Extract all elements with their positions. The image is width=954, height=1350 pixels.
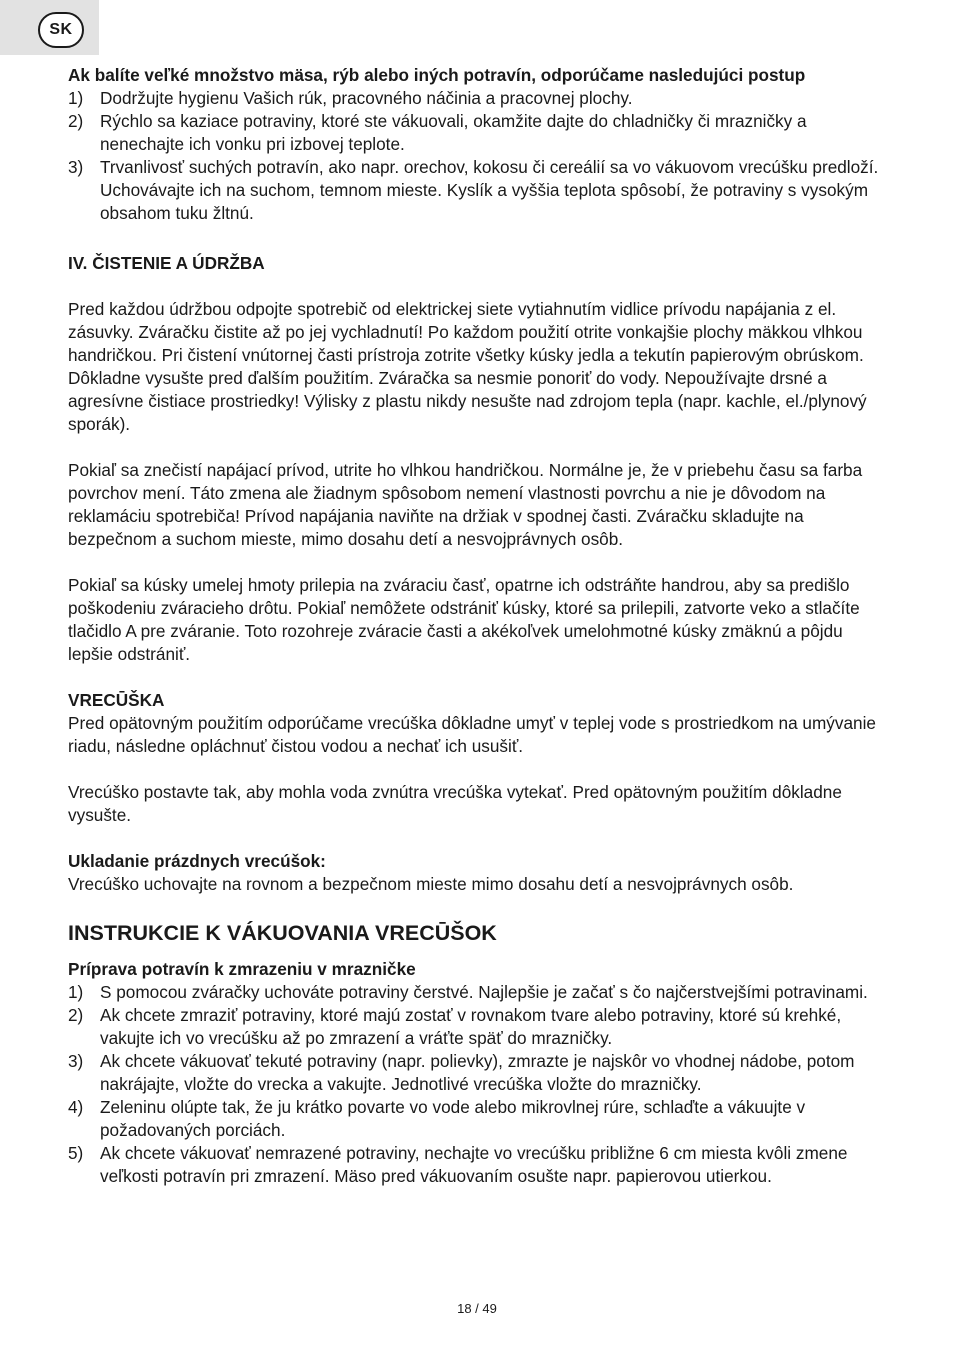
list-item: 1) Dodržujte hygienu Vašich rúk, pracovného náčinia a pracovnej plochy.	[68, 88, 633, 108]
paragraph: Vrecúško uchovajte na rovnom a bezpečnom mieste mimo dosahu detí a nesvojprávnych osôb.	[68, 874, 794, 894]
page-number: 18 / 49	[457, 1301, 497, 1316]
section-heading-instructions: INSTRUKCIE K VÁKUOVANIA VRECŪŠOK	[68, 921, 497, 945]
list-item: 3) Ak chcete vákuovať tekuté potraviny (napr. polievky), zmrazte je najskôr vo vhodnej nádobe, potom nakrájajte, vložte do vrecka a vakujte. Jednotlivé vrecúška vložte do mrazničky.	[68, 1051, 855, 1094]
paragraph: Pokiaľ sa kúsky umelej hmoty prilepia na zváraciu časť, opatrne ich odstráňte handrou, aby sa predišlo poškodeniu zváracieho drôtu. Pokiaľ nemôžete odstrániť kúsky, ktoré sa prilepili, zatvorte veko a stlačíte tlačidlo A pre zváranie. Toto rozohreje zváracie časti a akékoľvek umelohmotné kúsky zmäknú a pôjdu lepšie odstrániť.	[68, 575, 860, 664]
paragraph: Pred každou údržbou odpojte spotrebič od elektrickej siete vytiahnutím vidlice prívodu napájania z el. zásuvky. Zváračku čistite až po jej vychladnutí! Po každom použití otrite vonkajšie plochy mäkkou vlhkou handričkou. Pri čistení vnútornej časti prístroja zotrite všetky kúsky jedla a tekutín papierovým obrúskom. Dôkladne vysušte pred ďalším použitím. Zváračka sa nesmie ponoriť do vody. Nepoužívajte drsné a agresívne čistiace prostriedky! Výlisky z plastu nikdy nesušte nad zdrojom tepla (napr. kachle, el./plynový sporák).	[68, 299, 867, 434]
paragraph: Vrecúško postavte tak, aby mohla voda zvnútra vrecúška vytekať. Pred opätovným použitím dôkladne vysušte.	[68, 782, 842, 825]
list-item: 2) Rýchlo sa kaziace potraviny, ktoré ste vákuovali, okamžite dajte do chladničky či mrazničky a nenechajte ich vonku pri izbovej teplote.	[68, 111, 807, 154]
intro-steps	[68, 87, 890, 225]
paragraph: Pred opätovným použitím odporúčame vrecúška dôkladne umyť v teplej vode s prostriedkom na umývanie riadu, následne opláchnuť čistou vodou a nechať ich usušiť.	[68, 713, 876, 756]
page-content	[68, 64, 890, 1188]
list-item: 5) Ak chcete vákuovať nemrazené potraviny, nechajte vo vrecúšku približne 6 cm miesta kvôli zmene veľkosti potravín pri zmrazení. Mäso pred vákuovaním osušte napr. papierovou utierkou.	[68, 1143, 848, 1186]
instructions-subheading: Príprava potravín k zmrazeniu v mrazničke	[68, 959, 416, 979]
list-item: 4) Zeleninu olúpte tak, že ju krátko povarte vo vode alebo mikrovlnej rúre, schlaďte a vákuujte v požadovaných porciách.	[68, 1097, 806, 1140]
language-badge: SK	[38, 12, 84, 48]
instruction-steps	[68, 981, 890, 1188]
list-item: 2) Ak chcete zmraziť potraviny, ktoré majú zostať v rovnakom tvare alebo potraviny, ktoré sú krehké, vakujte ich vo vrecúšku až po zmrazení a vráťte späť do mrazničky.	[68, 1005, 842, 1048]
intro-heading: Ak balíte veľké množstvo mäsa, rýb alebo iných potravín, odporúčame nasledujúci postup	[68, 65, 806, 85]
list-item: 1) S pomocou zváračky uchováte potraviny čerstvé. Najlepšie je začať s čo najčerstvejšími potravinami.	[68, 982, 868, 1002]
list-item: 3) Trvanlivosť suchých potravín, ako napr. orechov, kokosu či cereálií sa vo vákuovom vrecúšku predloží. Uchovávajte ich na suchom, temnom mieste. Kyslík a vyššia teplota spôsobí, že potraviny s vysokým obsahom tuku žltnú.	[68, 157, 879, 223]
section-heading-cleaning: IV. ČISTENIE A ÚDRŽBA	[68, 253, 265, 273]
section-heading-bags: VRECŪŠKA	[68, 690, 165, 710]
paragraph: Pokiaľ sa znečistí napájací prívod, utrite ho vlhkou handričkou. Normálne je, že v priebehu času sa farba povrchov mení. Táto zmena ale žiadnym spôsobom nemení vlastnosti povrchu a nie je dôvodom na reklamáciu spotrebiča! Prívod napájania naviňte na držiak v spodnej časti. Zváračku skladujte na bezpečnom a suchom mieste, mimo dosahu detí a nesvojprávnych osôb.	[68, 460, 863, 549]
storage-heading: Ukladanie prázdnych vrecúšok:	[68, 851, 326, 871]
